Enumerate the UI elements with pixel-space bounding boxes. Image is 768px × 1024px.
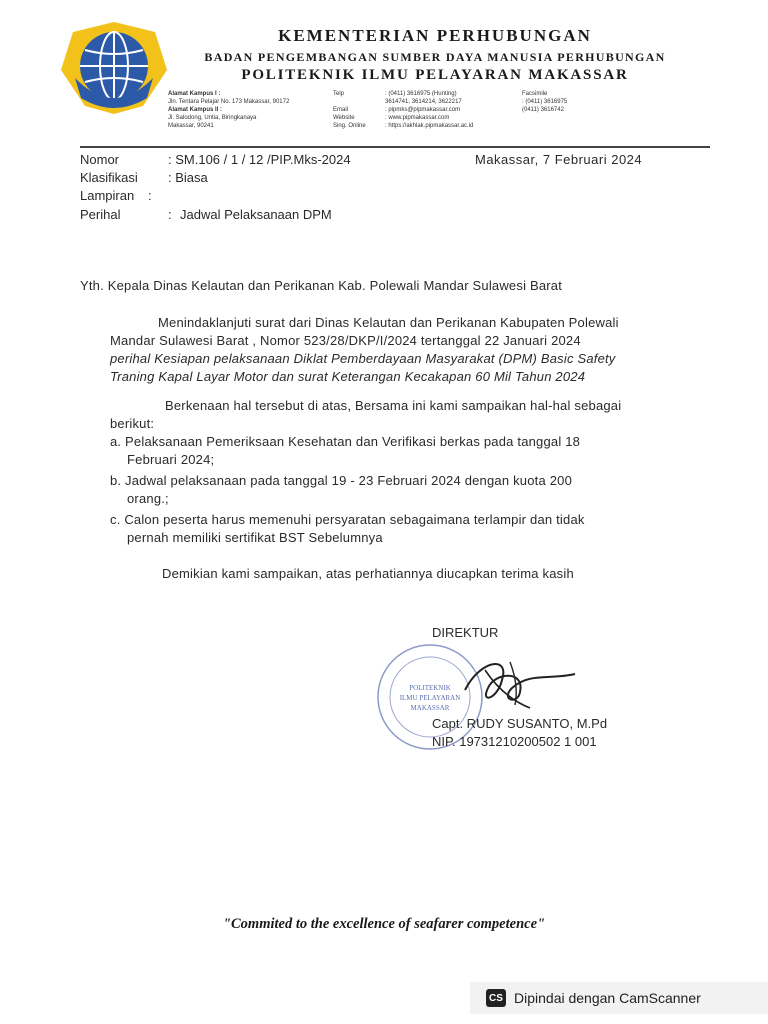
institution-logo bbox=[55, 18, 173, 118]
perihal-colon: : bbox=[168, 207, 172, 222]
paragraph-1-line: Traning Kapal Layar Motor dan surat Keterangan Kecakapan 60 Mil Tahun 2024 bbox=[110, 369, 586, 384]
list-item-b: b. Jadwal pelaksanaan pada tanggal 19 - 23 Februari 2024 dengan kuota 200 bbox=[110, 473, 572, 488]
stamp-text: POLITEKNIK bbox=[409, 684, 451, 692]
paragraph-2-line: berikut: bbox=[110, 416, 155, 431]
closing-sentence: Demikian kami sampaikan, atas perhatiannya diucapkan terima kasih bbox=[162, 566, 574, 581]
list-item-b-cont: orang.; bbox=[127, 491, 169, 506]
signatory-nip: NIP. 19731210200502 1 001 bbox=[432, 734, 597, 749]
letterhead-contact-labels: Telp Email Website Sing. Online bbox=[333, 91, 366, 129]
list-item-a-cont: Februari 2024; bbox=[127, 452, 215, 467]
lampiran-label: Lampiran bbox=[80, 188, 135, 203]
klasifikasi-value: : Biasa bbox=[168, 170, 208, 185]
motto: "Commited to the excellence of seafarer competence" bbox=[222, 916, 546, 932]
scanner-watermark bbox=[470, 982, 768, 1014]
stamp-text: MAKASSAR bbox=[410, 704, 450, 712]
letterhead-contact-values: : (0411) 3616975 (Hunting) 3614741, 3614214, 3622217 : pipmks@pipmakassar.com : www.pipmakassar.com : https://akhlak.pipmakassar.ac.id bbox=[385, 91, 474, 129]
paragraph-1-line: Mandar Sulawesi Barat , Nomor 523/28/DKP/I/2024 tertanggal 22 Januari 2024 bbox=[110, 333, 581, 348]
scanner-text: Dipindai dengan CamScanner bbox=[514, 990, 701, 1006]
letter-date: Makassar, 7 Februari 2024 bbox=[475, 152, 643, 167]
stamp-text: ILMU PELAYARAN bbox=[399, 694, 461, 702]
letterhead-ministry: KEMENTERIAN PERHUBUNGAN bbox=[278, 26, 592, 45]
paragraph-1-line: Menindaklanjuti surat dari Dinas Kelautan dan Perikanan Kabupaten Polewali bbox=[158, 315, 619, 330]
paragraph-2-line: Berkenaan hal tersebut di atas, Bersama ini kami sampaikan hal-hal sebagai bbox=[165, 398, 622, 413]
list-item-c-cont: pernah memiliki sertifikat BST Sebelumnya bbox=[127, 530, 383, 545]
nomor-label: Nomor bbox=[80, 152, 120, 167]
nomor-value: : SM.106 / 1 / 12 /PIP.Mks-2024 bbox=[168, 152, 351, 167]
paragraph-1-line: perihal Kesiapan pelaksanaan Diklat Pemberdayaan Masyarakat (DPM) Basic Safety bbox=[110, 351, 616, 366]
signatory-name: Capt. RUDY SUSANTO, M.Pd bbox=[432, 716, 608, 731]
camscanner-icon: CS bbox=[486, 989, 506, 1007]
letterhead-agency: BADAN PENGEMBANGAN SUMBER DAYA MANUSIA PERHUBUNGAN bbox=[204, 50, 666, 64]
lampiran-colon: : bbox=[148, 188, 152, 203]
klasifikasi-label: Klasifikasi bbox=[80, 170, 138, 185]
list-item-a: a. Pelaksanaan Pemeriksaan Kesehatan dan Verifikasi berkas pada tanggal 18 bbox=[110, 434, 581, 449]
signatory-title: DIREKTUR bbox=[432, 625, 499, 640]
letterhead-addresses: Alamat Kampus I : Jln. Tentara Pelajar No. 173 Makassar, 90172 Alamat Kampus II : Jl. Salodong, Untia, Biringkanaya Makassar, 90241 bbox=[168, 91, 290, 129]
letterhead-divider bbox=[80, 146, 710, 148]
addressee: Yth. Kepala Dinas Kelautan dan Perikanan Kab. Polewali Mandar Sulawesi Barat bbox=[80, 278, 563, 293]
letterhead-institution: POLITEKNIK ILMU PELAYARAN MAKASSAR bbox=[241, 67, 629, 83]
list-item-c: c. Calon peserta harus memenuhi persyaratan sebagaimana terlampir dan tidak bbox=[110, 512, 585, 527]
perihal-value: Jadwal Pelaksanaan DPM bbox=[180, 207, 332, 222]
handwritten-signature bbox=[440, 650, 580, 720]
letterhead-fax: Facsimile : (0411) 3616975 (0411) 3616742 bbox=[522, 91, 568, 113]
perihal-label: Perihal bbox=[80, 207, 121, 222]
